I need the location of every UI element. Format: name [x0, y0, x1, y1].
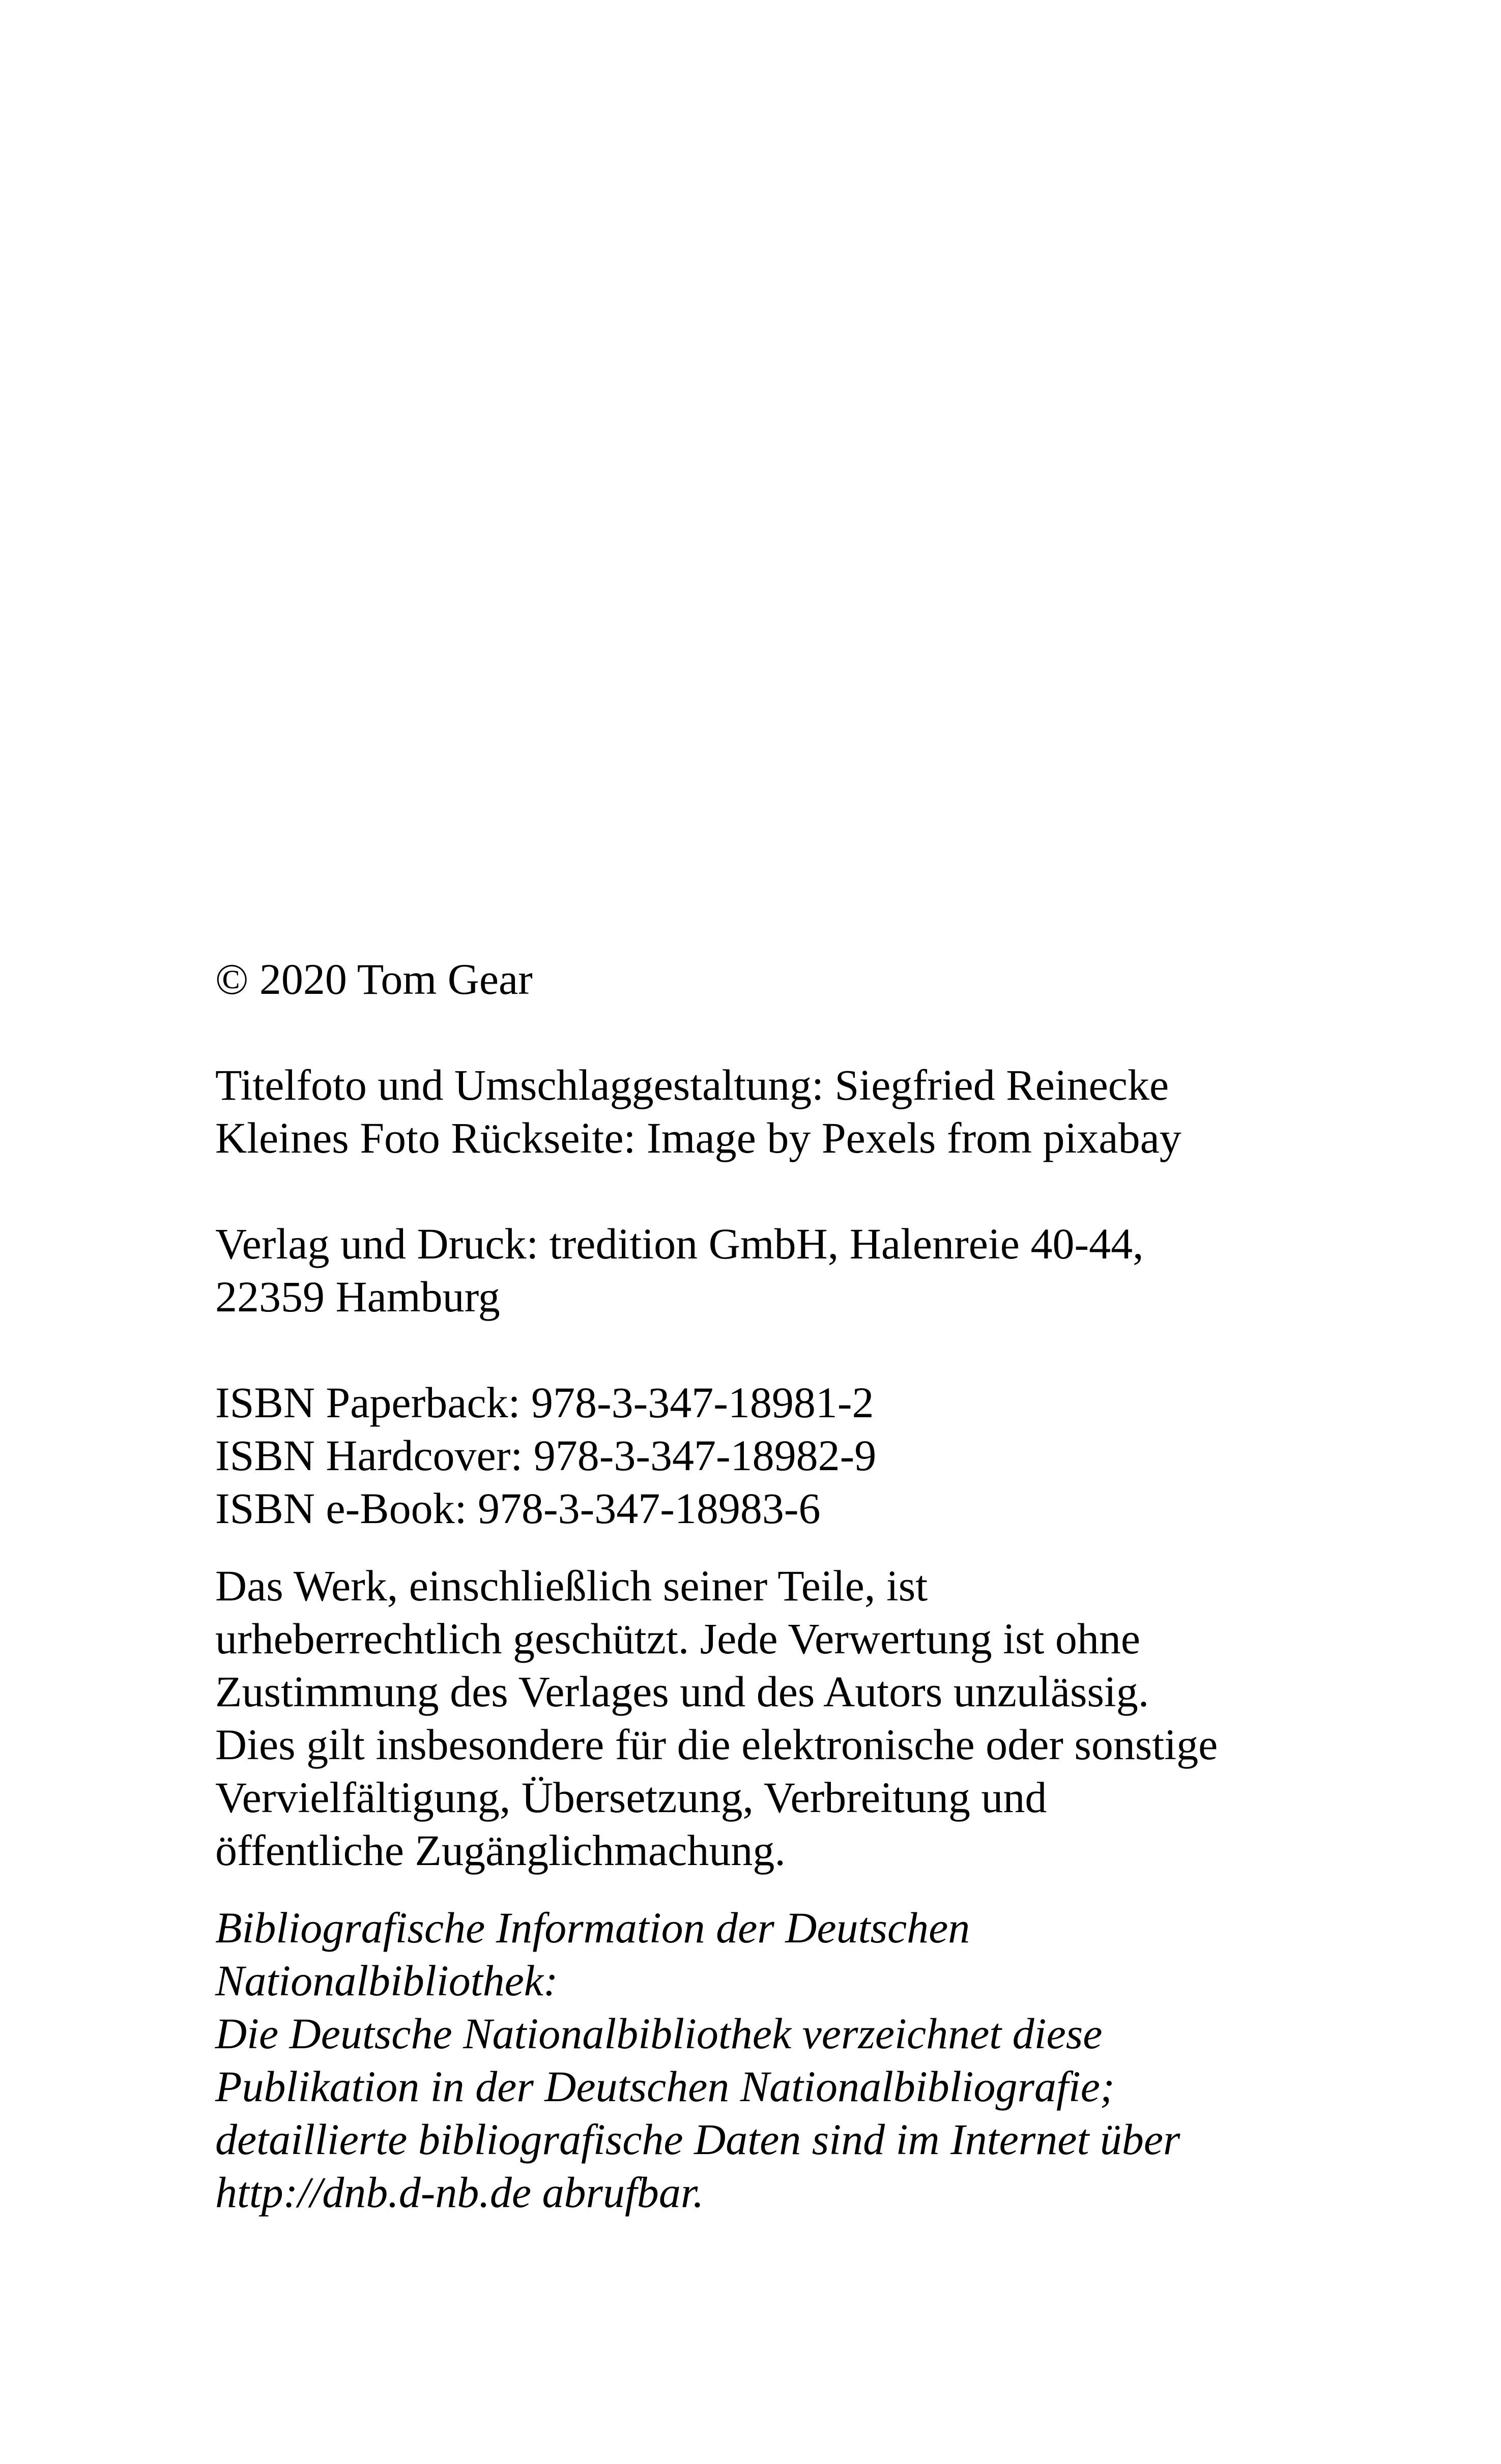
rights-line: Vervielfältigung, Übersetzung, Verbreitung und: [215, 1773, 1047, 1822]
spacer: [215, 1535, 1467, 1559]
isbn-block: [215, 1376, 1467, 1535]
credits-block: [215, 1058, 1467, 1164]
spacer: [215, 1877, 1467, 1901]
spacer: [215, 1164, 1467, 1217]
publisher-address: 22359 Hamburg: [215, 1272, 500, 1321]
imprint-text-block: [215, 953, 1467, 2219]
bibliography-line: Die Deutsche Nationalbibliothek verzeichnet diese: [215, 2009, 1103, 2058]
bibliography-line: Publikation in der Deutschen Nationalbibliografie;: [215, 2062, 1115, 2111]
rights-line: Das Werk, einschließlich seiner Teile, ist: [215, 1561, 928, 1610]
back-photo-credit: Kleines Foto Rückseite: Image by Pexels from pixabay: [215, 1113, 1181, 1162]
publisher-line: Verlag und Druck: tredition GmbH, Halenreie 40-44,: [215, 1219, 1144, 1268]
copyright-line: © 2020 Tom Gear: [215, 955, 533, 1004]
bibliography-line: Bibliografische Information der Deutschen: [215, 1903, 970, 1952]
rights-line: urheberrechtlich geschützt. Jede Verwertung ist ohne: [215, 1614, 1141, 1663]
publisher-block: [215, 1217, 1467, 1323]
bibliography-url-line: http://dnb.d-nb.de abrufbar.: [215, 2168, 704, 2217]
bibliography-notice: [215, 1901, 1467, 2219]
cover-credit: Titelfoto und Umschlaggestaltung: Siegfried Reinecke: [215, 1061, 1169, 1109]
isbn-ebook: ISBN e-Book: 978-3-347-18983-6: [215, 1484, 821, 1533]
spacer: [215, 1006, 1467, 1058]
bibliography-line: detaillierte bibliografische Daten sind im Internet über: [215, 2115, 1180, 2164]
isbn-paperback: ISBN Paperback: 978-3-347-18981-2: [215, 1378, 874, 1427]
rights-line: Dies gilt insbesondere für die elektronische oder sonstige: [215, 1720, 1218, 1769]
rights-line: öffentliche Zugänglichmachung.: [215, 1826, 786, 1875]
spacer: [215, 1323, 1467, 1376]
rights-line: Zustimmung des Verlages und des Autors unzulässig.: [215, 1667, 1149, 1716]
bibliography-line: Nationalbibliothek:: [215, 1956, 558, 2005]
rights-notice: [215, 1559, 1467, 1877]
isbn-hardcover: ISBN Hardcover: 978-3-347-18982-9: [215, 1431, 877, 1480]
